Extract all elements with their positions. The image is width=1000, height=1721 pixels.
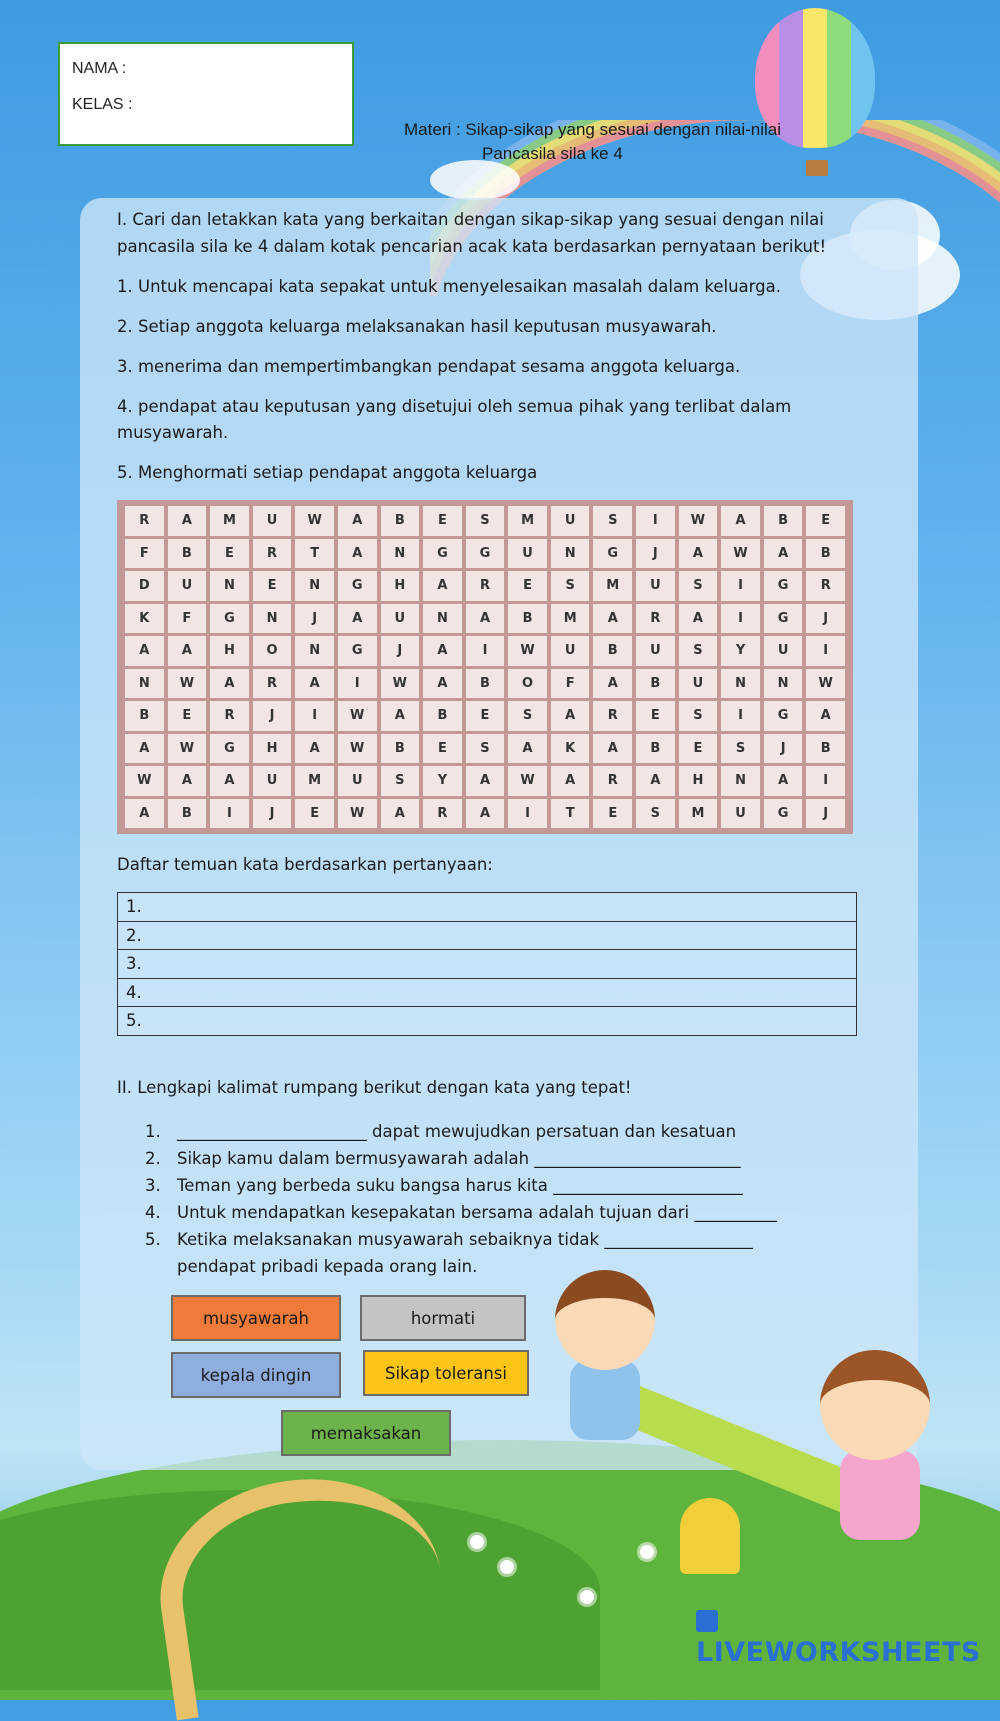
fill-item-2[interactable] (145, 1145, 825, 1172)
grid-cell[interactable]: E (295, 799, 334, 829)
grid-cell[interactable]: M (593, 571, 632, 601)
grid-cell[interactable]: B (381, 506, 420, 536)
grid-cell[interactable]: A (679, 604, 718, 634)
grid-cell[interactable]: B (806, 734, 845, 764)
grid-cell[interactable]: S (679, 571, 718, 601)
grid-cell[interactable]: S (466, 734, 505, 764)
grid-cell[interactable]: A (636, 766, 675, 796)
grid-cell[interactable]: F (168, 604, 207, 634)
grid-cell[interactable]: A (466, 604, 505, 634)
grid-cell[interactable]: W (295, 506, 334, 536)
grid-cell[interactable]: A (210, 669, 249, 699)
grid-cell[interactable]: W (125, 766, 164, 796)
grid-cell[interactable]: A (168, 636, 207, 666)
grid-cell[interactable]: B (168, 539, 207, 569)
grid-cell[interactable]: B (381, 734, 420, 764)
grid-cell[interactable]: S (593, 506, 632, 536)
choice-sikap-toleransi[interactable]: Sikap toleransi (363, 1350, 529, 1396)
grid-cell[interactable]: G (338, 636, 377, 666)
grid-cell[interactable]: I (721, 604, 760, 634)
girl-illustration (840, 1450, 920, 1540)
grid-cell[interactable]: M (679, 799, 718, 829)
grid-cell[interactable]: W (721, 539, 760, 569)
grid-cell[interactable]: R (593, 701, 632, 731)
section1-instruction: I. Cari dan letakkan kata yang berkaitan dengan sikap-sikap yang sesuai dengan nilai pancasila sila ke 4 dalam kotak pencarian acak kata berdasarkan pernyataan berikut! (117, 210, 827, 256)
grid-cell[interactable]: B (593, 636, 632, 666)
grid-cell[interactable]: U (381, 604, 420, 634)
grid-cell[interactable]: B (764, 506, 803, 536)
grid-cell[interactable]: J (764, 734, 803, 764)
grid-cell[interactable]: S (551, 571, 590, 601)
grid-cell[interactable]: G (423, 539, 462, 569)
grid-cell[interactable]: G (466, 539, 505, 569)
fill-num: 5. (145, 1230, 161, 1249)
grid-cell[interactable]: I (338, 669, 377, 699)
grid-cell[interactable]: E (466, 701, 505, 731)
section2-instruction: II. Lengkapi kalimat rumpang berikut dengan kata yang tepat! (117, 1078, 632, 1097)
grid-cell[interactable]: B (636, 669, 675, 699)
grid-cell[interactable]: B (423, 701, 462, 731)
answer-row-5[interactable]: 5. (126, 1011, 142, 1031)
grid-cell[interactable]: A (210, 766, 249, 796)
grid-cell[interactable]: K (125, 604, 164, 634)
grid-cell[interactable]: G (593, 539, 632, 569)
fill-num: 3. (145, 1176, 161, 1195)
grid-cell[interactable]: N (551, 539, 590, 569)
answer-row-3[interactable]: 3. (118, 950, 856, 979)
grid-cell[interactable]: T (551, 799, 590, 829)
grid-cell[interactable]: E (806, 506, 845, 536)
grid-cell[interactable]: A (338, 604, 377, 634)
grid-cell[interactable]: U (338, 766, 377, 796)
grid-cell[interactable]: G (764, 604, 803, 634)
grid-cell[interactable]: S (381, 766, 420, 796)
grid-cell[interactable]: I (721, 701, 760, 731)
fill-text: Ketika melaksanakan musyawarah sebaiknya tidak __________________ (177, 1230, 753, 1249)
grid-cell[interactable]: U (679, 669, 718, 699)
grid-cell[interactable]: A (764, 766, 803, 796)
grid-cell[interactable]: A (168, 506, 207, 536)
flower-icon (470, 1535, 484, 1549)
grid-cell[interactable]: R (125, 506, 164, 536)
grid-cell[interactable]: F (551, 669, 590, 699)
grid-cell[interactable]: A (593, 669, 632, 699)
grid-cell[interactable]: A (508, 734, 547, 764)
grid-cell[interactable]: W (168, 734, 207, 764)
flower-icon (500, 1560, 514, 1574)
grid-cell[interactable]: W (679, 506, 718, 536)
grid-cell[interactable]: A (593, 734, 632, 764)
grid-cell[interactable]: H (253, 734, 292, 764)
grid-cell[interactable]: U (636, 571, 675, 601)
grid-cell[interactable]: A (466, 799, 505, 829)
grid-cell[interactable]: A (338, 506, 377, 536)
daftar-title: Daftar temuan kata berdasarkan pertanyaan: (117, 855, 493, 874)
fill-text: Untuk mendapatkan kesepakatan bersama adalah tujuan dari __________ (177, 1203, 777, 1222)
answer-table (117, 892, 857, 1036)
grid-cell[interactable]: G (764, 799, 803, 829)
answer-row-1[interactable]: 1. (118, 893, 856, 922)
boy-head-illustration (555, 1270, 655, 1370)
grid-cell[interactable]: A (295, 734, 334, 764)
grid-cell[interactable]: R (806, 571, 845, 601)
grid-cell[interactable]: I (210, 799, 249, 829)
grid-cell[interactable]: T (295, 539, 334, 569)
grid-cell[interactable]: M (508, 506, 547, 536)
grid-cell[interactable]: G (764, 701, 803, 731)
grid-cell[interactable]: R (636, 604, 675, 634)
grid-cell[interactable]: E (253, 571, 292, 601)
grid-cell[interactable]: G (210, 734, 249, 764)
grid-cell[interactable]: D (125, 571, 164, 601)
grid-cell[interactable]: E (423, 506, 462, 536)
grid-cell[interactable]: A (551, 766, 590, 796)
choice-musyawarah[interactable]: musyawarah (171, 1295, 341, 1341)
grid-cell[interactable]: Y (423, 766, 462, 796)
grid-cell[interactable]: W (338, 701, 377, 731)
grid-cell[interactable]: N (253, 604, 292, 634)
grid-cell[interactable]: A (423, 669, 462, 699)
statement-4: 4. pendapat atau keputusan yang disetujui oleh semua pihak yang terlibat dalam musyawarah. (117, 397, 792, 442)
fill-num: 2. (145, 1149, 161, 1168)
grid-cell[interactable]: U (721, 799, 760, 829)
grid-cell[interactable]: E (423, 734, 462, 764)
grid-cell[interactable]: N (381, 539, 420, 569)
grid-cell[interactable]: J (253, 701, 292, 731)
seesaw-pivot-illustration (680, 1498, 740, 1574)
grid-cell[interactable]: S (679, 636, 718, 666)
fill-item-3[interactable] (145, 1172, 825, 1199)
grid-cell[interactable]: E (508, 571, 547, 601)
grid-cell[interactable]: S (466, 506, 505, 536)
grid-cell[interactable]: R (253, 539, 292, 569)
grid-cell[interactable]: N (721, 766, 760, 796)
grid-cell[interactable]: I (295, 701, 334, 731)
grid-cell[interactable]: N (423, 604, 462, 634)
grid-cell[interactable]: Y (721, 636, 760, 666)
grid-cell[interactable]: J (253, 799, 292, 829)
cloud-decoration (430, 160, 520, 200)
grid-cell[interactable]: A (125, 799, 164, 829)
grid-cell[interactable]: N (125, 669, 164, 699)
grid-cell[interactable]: I (508, 799, 547, 829)
grid-cell[interactable]: W (168, 669, 207, 699)
grid-cell[interactable]: G (210, 604, 249, 634)
fill-item-1[interactable] (145, 1118, 825, 1145)
fill-item-4[interactable] (145, 1199, 825, 1226)
grid-cell[interactable]: J (636, 539, 675, 569)
student-info-box (58, 42, 354, 146)
grid-cell[interactable]: N (210, 571, 249, 601)
girl-head-illustration (820, 1350, 930, 1460)
flower-icon (580, 1590, 594, 1604)
grid-cell[interactable]: A (721, 506, 760, 536)
materi-title (404, 118, 844, 166)
grid-cell[interactable]: N (721, 669, 760, 699)
choice-memaksakan[interactable]: memaksakan (281, 1410, 451, 1456)
grid-cell[interactable]: K (551, 734, 590, 764)
grid-cell[interactable]: U (253, 766, 292, 796)
grid-cell[interactable]: W (806, 669, 845, 699)
grid-cell[interactable]: R (466, 571, 505, 601)
grid-cell[interactable]: E (210, 539, 249, 569)
grid-cell[interactable]: E (168, 701, 207, 731)
grid-cell[interactable]: R (210, 701, 249, 731)
grid-cell[interactable]: A (338, 539, 377, 569)
grid-cell[interactable]: A (125, 734, 164, 764)
grid-cell[interactable]: E (593, 799, 632, 829)
fill-text: pendapat pribadi kepada orang lain. (177, 1257, 478, 1276)
grid-cell[interactable]: W (381, 669, 420, 699)
word-search-grid (117, 500, 853, 834)
grid-cell[interactable]: J (295, 604, 334, 634)
grid-cell[interactable]: U (764, 636, 803, 666)
grid-cell[interactable]: M (210, 506, 249, 536)
nama-label: NAMA : (72, 60, 127, 77)
grid-cell[interactable]: H (679, 766, 718, 796)
grid-cell[interactable]: J (381, 636, 420, 666)
fill-item-5[interactable] (145, 1226, 825, 1253)
grid-cell[interactable]: B (168, 799, 207, 829)
grid-cell[interactable]: M (295, 766, 334, 796)
grid-cell[interactable]: O (508, 669, 547, 699)
grid-cell[interactable]: A (466, 766, 505, 796)
grid-cell[interactable]: J (806, 604, 845, 634)
grid-cell[interactable]: R (423, 799, 462, 829)
grid-cell[interactable]: G (338, 571, 377, 601)
grid-cell[interactable]: S (721, 734, 760, 764)
grid-cell[interactable]: S (636, 799, 675, 829)
grid-cell[interactable]: A (423, 571, 462, 601)
grid-cell[interactable]: A (806, 701, 845, 731)
grid-cell[interactable]: B (636, 734, 675, 764)
grid-cell[interactable]: U (551, 506, 590, 536)
grid-cell[interactable]: O (253, 636, 292, 666)
kelas-label: KELAS : (72, 96, 133, 113)
fill-num: 1. (145, 1122, 161, 1141)
grid-cell[interactable]: U (253, 506, 292, 536)
flower-icon (640, 1545, 654, 1559)
choice-hormati[interactable]: hormati (360, 1295, 526, 1341)
grid-cell[interactable]: I (721, 571, 760, 601)
fill-num: 4. (145, 1203, 161, 1222)
grid-cell[interactable]: B (466, 669, 505, 699)
grid-cell[interactable]: J (806, 799, 845, 829)
grid-cell[interactable]: S (508, 701, 547, 731)
grid-cell[interactable]: A (423, 636, 462, 666)
grid-cell[interactable]: W (508, 636, 547, 666)
grid-cell[interactable]: B (806, 539, 845, 569)
grid-cell[interactable]: R (253, 669, 292, 699)
grid-cell[interactable]: A (168, 766, 207, 796)
grid-cell[interactable]: S (679, 701, 718, 731)
grid-cell[interactable]: A (125, 636, 164, 666)
grid-cell[interactable]: E (636, 701, 675, 731)
grid-cell[interactable]: R (593, 766, 632, 796)
grid-cell[interactable]: U (168, 571, 207, 601)
grid-cell[interactable]: H (210, 636, 249, 666)
grid-cell[interactable]: M (551, 604, 590, 634)
statement-5: 5. Menghormati setiap pendapat anggota keluarga (117, 463, 538, 482)
grid-cell[interactable]: W (338, 799, 377, 829)
grid-cell[interactable]: U (551, 636, 590, 666)
fill-text: Teman yang berbeda suku bangsa harus kita _______________________ (177, 1176, 743, 1195)
fill-text: Sikap kamu dalam bermusyawarah adalah _________________________ (177, 1149, 741, 1168)
grid-cell[interactable]: H (381, 571, 420, 601)
fill-text: _______________________ dapat mewujudkan persatuan dan kesatuan (177, 1122, 737, 1141)
grid-cell[interactable]: N (764, 669, 803, 699)
grid-cell[interactable]: W (508, 766, 547, 796)
statement-3: 3. menerima dan mempertimbangkan pendapat sesama anggota keluarga. (117, 357, 741, 376)
materi-line-2: Pancasila sila ke 4 (482, 144, 623, 163)
materi-line-1: Materi : Sikap-sikap yang sesuai dengan nilai-nilai (404, 120, 782, 139)
grid-cell[interactable]: U (636, 636, 675, 666)
liveworksheets-logo (696, 1606, 1000, 1668)
grid-cell[interactable]: A (381, 799, 420, 829)
grid-cell[interactable]: A (381, 701, 420, 731)
statement-2: 2. Setiap anggota keluarga melaksanakan hasil keputusan musyawarah. (117, 317, 717, 336)
grid-cell[interactable]: B (508, 604, 547, 634)
grid-cell[interactable]: A (764, 539, 803, 569)
logo-text: LIVEWORKSHEETS (696, 1637, 981, 1668)
grid-cell[interactable]: U (508, 539, 547, 569)
grid-cell[interactable]: E (679, 734, 718, 764)
choice-kepala-dingin[interactable]: kepala dingin (171, 1352, 341, 1398)
grid-cell[interactable]: A (295, 669, 334, 699)
grid-cell[interactable]: I (806, 766, 845, 796)
boy-illustration (570, 1360, 640, 1440)
grid-cell[interactable]: F (125, 539, 164, 569)
fill-item-5-cont (145, 1253, 825, 1280)
grid-cell[interactable]: N (295, 636, 334, 666)
grid-cell[interactable]: A (551, 701, 590, 731)
grid-cell[interactable]: A (593, 604, 632, 634)
statement-1: 1. Untuk mencapai kata sepakat untuk menyelesaikan masalah dalam keluarga. (117, 277, 781, 296)
answer-row-2[interactable]: 2. (118, 922, 856, 951)
grid-cell[interactable]: N (295, 571, 334, 601)
grid-cell[interactable]: B (125, 701, 164, 731)
answer-row-4[interactable]: 4. (118, 979, 856, 1008)
grid-cell[interactable]: A (679, 539, 718, 569)
grid-cell[interactable]: G (764, 571, 803, 601)
grid-cell[interactable]: I (806, 636, 845, 666)
liveworksheets-logo-icon (696, 1610, 718, 1632)
grid-cell[interactable]: I (636, 506, 675, 536)
grid-cell[interactable]: I (466, 636, 505, 666)
grid-cell[interactable]: W (338, 734, 377, 764)
